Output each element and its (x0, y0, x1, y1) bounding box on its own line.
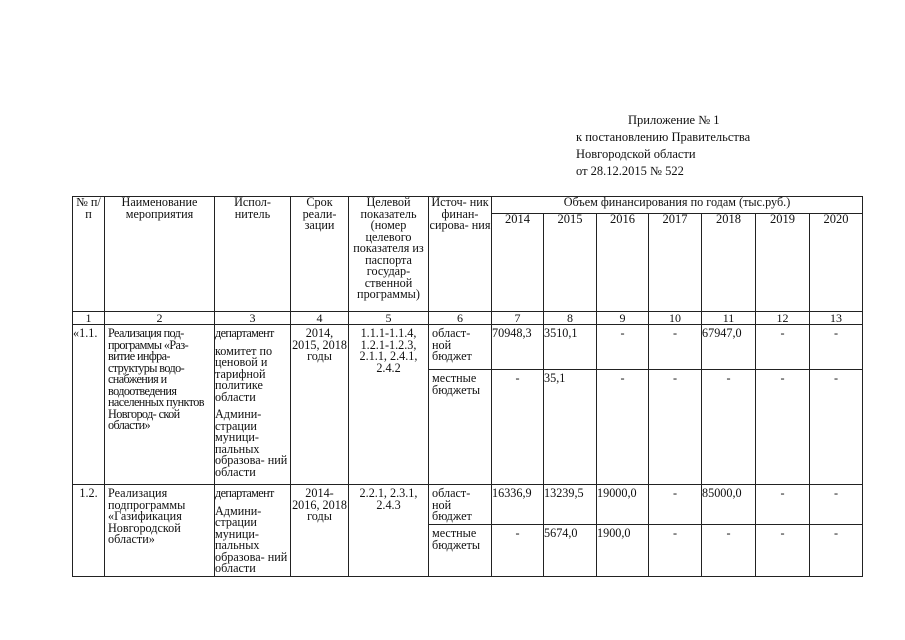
value-cell: 85000,0 (702, 485, 756, 525)
column-number: 12 (756, 312, 810, 325)
value-cell: - (649, 370, 702, 485)
value-cell: - (756, 485, 810, 525)
header-year: 2016 (597, 214, 649, 312)
header-year: 2019 (756, 214, 810, 312)
value-cell: 19000,0 (597, 485, 649, 525)
header-year: 2014 (492, 214, 544, 312)
value-cell: - (756, 525, 810, 577)
value-cell: - (702, 370, 756, 485)
value-cell: 35,1 (544, 370, 597, 485)
value-cell: 5674,0 (544, 525, 597, 577)
value-cell: - (756, 370, 810, 485)
row-executor (215, 325, 291, 485)
column-number: 4 (291, 312, 349, 325)
table-row (73, 325, 863, 370)
column-number: 2 (105, 312, 215, 325)
row-term: 2014, 2015, 2018 годы (291, 325, 349, 485)
row-source: местные бюджеты (429, 370, 492, 485)
value-cell: - (810, 370, 863, 485)
value-cell: - (810, 525, 863, 577)
value-cell: - (810, 485, 863, 525)
row-target: 2.2.1, 2.3.1, 2.4.3 (349, 485, 429, 577)
value-cell: 67947,0 (702, 325, 756, 370)
value-cell: 13239,5 (544, 485, 597, 525)
row-name-text: Реализация под- программы «Раз- витие инфра- структуры водо- снабжения и водоотведения населенных пунктов Новгород- ской области» (108, 326, 204, 432)
header-funding: Объем финансирования по годам (тыс.руб.) (492, 197, 863, 214)
row-target: 1.1.1-1.1.4, 1.2.1-1.2.3, 2.1.1, 2.4.1, 2.4.2 (349, 325, 429, 485)
column-number: 10 (649, 312, 702, 325)
funding-table (72, 196, 863, 577)
executor-line: департамент (215, 486, 274, 500)
row-name: Реализация подпрограммы «Газификация Новгородской области» (105, 485, 215, 577)
executor-line: департамент (215, 326, 274, 340)
value-cell: - (810, 325, 863, 370)
column-number: 6 (429, 312, 492, 325)
column-number: 5 (349, 312, 429, 325)
value-cell: 3510,1 (544, 325, 597, 370)
column-number: 9 (597, 312, 649, 325)
value-cell: 70948,3 (492, 325, 544, 370)
value-cell: - (597, 325, 649, 370)
row-number: 1.2. (73, 485, 105, 577)
header-executor: Испол- нитель (215, 197, 291, 312)
value-cell: - (492, 525, 544, 577)
appendix-block (576, 112, 750, 180)
value-cell: - (649, 325, 702, 370)
column-number: 8 (544, 312, 597, 325)
row-source: област- ной бюджет (429, 485, 492, 525)
value-cell: - (702, 525, 756, 577)
header-year: 2018 (702, 214, 756, 312)
row-source: местные бюджеты (429, 525, 492, 577)
row-name (105, 325, 215, 485)
header-term: Срок реали- зации (291, 197, 349, 312)
table-row (73, 485, 863, 525)
executor-line: комитет по ценовой и тарифной политике области (215, 343, 273, 404)
executor-line: Админи- страции муници- пальных образова- ний области (215, 407, 288, 479)
column-number: 1 (73, 312, 105, 325)
value-cell: 1900,0 (597, 525, 649, 577)
column-number: 11 (702, 312, 756, 325)
value-cell: - (649, 485, 702, 525)
value-cell: 16336,9 (492, 485, 544, 525)
header-source: Источ- ник финан- сирова- ния (429, 197, 492, 312)
appendix-line: Новгородской области (576, 147, 696, 161)
row-term: 2014- 2016, 2018 годы (291, 485, 349, 577)
header-year: 2015 (544, 214, 597, 312)
value-cell: - (492, 370, 544, 485)
header-target: Целевой показатель (номер целевого показателя из паспорта государ- ственной программы) (349, 197, 429, 312)
appendix-date: от 28.12.2015 № 522 (576, 164, 684, 178)
row-number: «1.1. (73, 325, 105, 485)
value-cell: - (649, 525, 702, 577)
value-cell: - (756, 325, 810, 370)
value-cell: - (597, 370, 649, 485)
column-number: 13 (810, 312, 863, 325)
column-number: 7 (492, 312, 544, 325)
header-num: № п/п (73, 197, 105, 312)
header-name: Наименование мероприятия (105, 197, 215, 312)
row-executor (215, 485, 291, 577)
column-number-row (73, 312, 863, 325)
executor-line: Админи- страции муници- пальных образова- ний области (215, 503, 288, 575)
header-year: 2020 (810, 214, 863, 312)
column-number: 3 (215, 312, 291, 325)
row-source: област- ной бюджет (429, 325, 492, 370)
header-year: 2017 (649, 214, 702, 312)
appendix-title: Приложение № 1 (628, 113, 720, 127)
appendix-line: к постановлению Правительства (576, 130, 751, 144)
